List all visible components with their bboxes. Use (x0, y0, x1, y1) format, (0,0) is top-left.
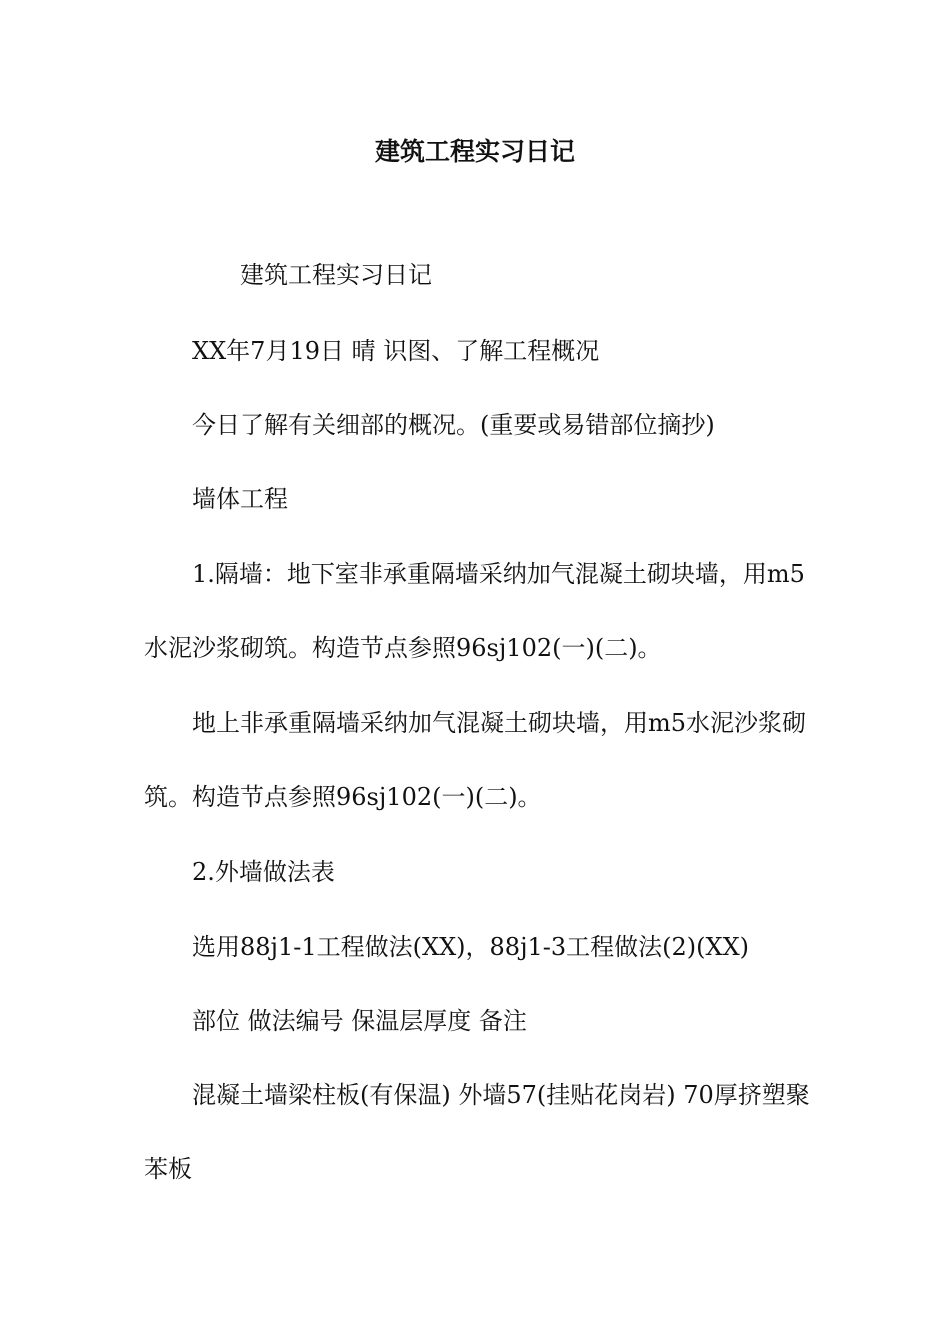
paragraph-date-weather: XX年7月19日 晴 识图、了解工程概况 (192, 337, 600, 365)
paragraph-exterior-wall-heading: 2.外墙做法表 (192, 858, 335, 886)
document-subtitle: 建筑工程实习日记 (240, 261, 432, 289)
paragraph-partition-basement: 1.隔墙：地下室非承重隔墙采纳加气混凝土砌块墙，用m5水泥沙浆砌筑。构造节点参照96sj102(一)(二)。 (144, 560, 805, 662)
paragraph-partition-aboveground: 地上非承重隔墙采纳加气混凝土砌块墙，用m5水泥沙浆砌筑。构造节点参照96sj102(一)(二)。 (144, 709, 807, 811)
paragraph-summary: 今日了解有关细部的概况。(重要或易错部位摘抄) (192, 411, 715, 439)
paragraph-table-header: 部位 做法编号 保温层厚度 备注 (192, 1007, 527, 1035)
paragraph-method-selection: 选用88j1-1工程做法(XX)，88j1-3工程做法(2)(XX) (192, 933, 750, 961)
paragraph-table-row: 混凝土墙梁柱板(有保温) 外墙57(挂贴花岗岩) 70厚挤塑聚苯板 (144, 1081, 810, 1183)
document-title: 建筑工程实习日记 (374, 137, 575, 166)
paragraph-wall-heading: 墙体工程 (192, 485, 288, 513)
